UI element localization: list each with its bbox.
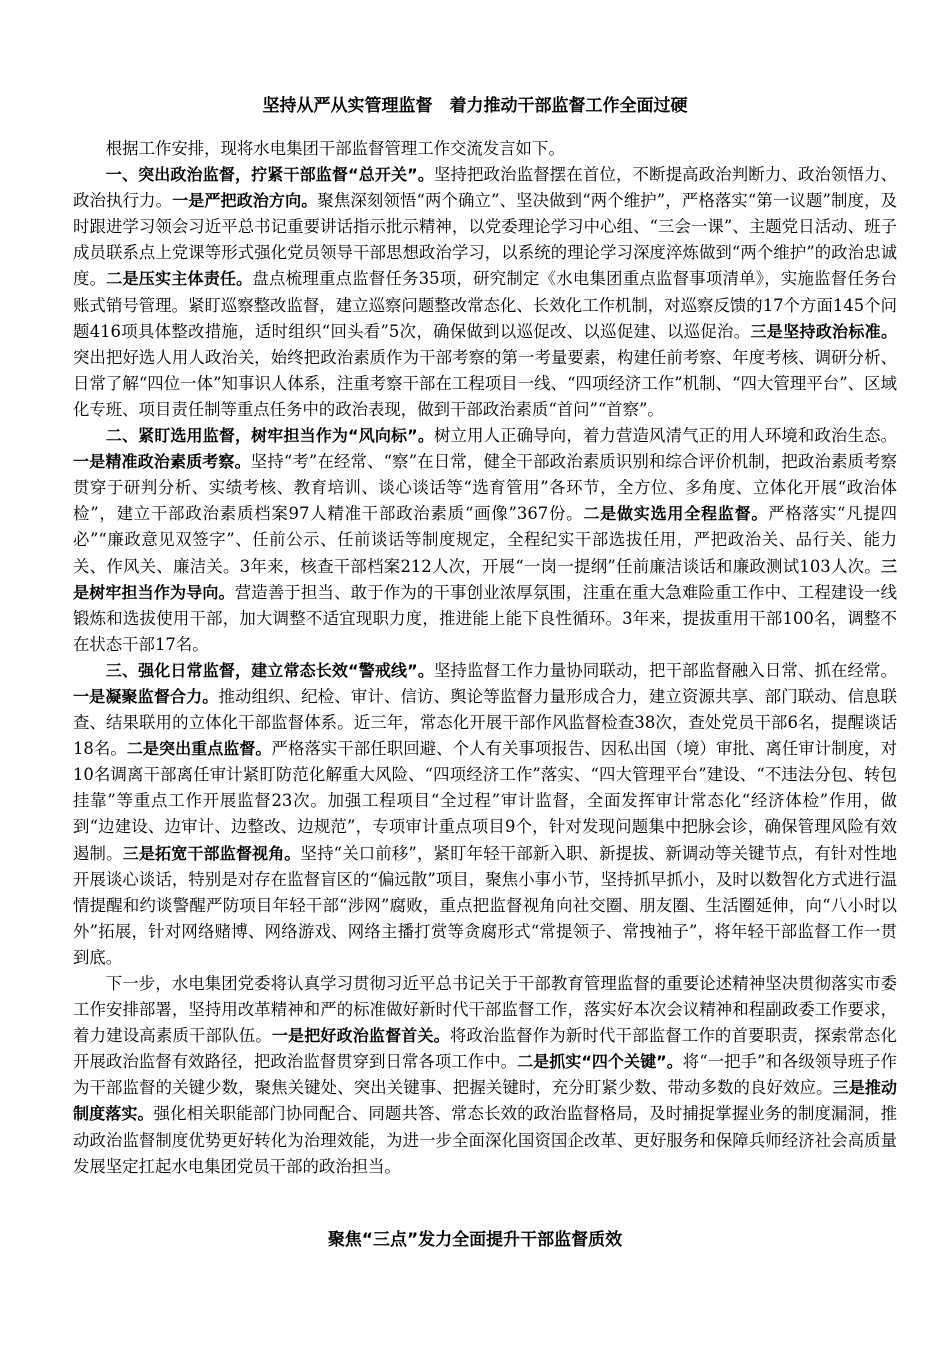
subpoint-heading: 一是凝聚监督合力。 [73,686,219,706]
text-run: 坚持“关口前移”，紧盯年轻干部新入职、新提拔、新调动等关键节点，有针对性地开展谈心谈话，特别是对存在监督盲区的“偏远散”项目，聚焦小事小节，坚持抓早抓小，及时以数智化方式进行温情提醒和约谈警醒严防项目年轻干部“涉网”腐败，重点把监督视角向社交圈、朋友圈、生活圈延伸，向“八小时以外”拓展，针对网络赌博、网络游戏、网络主播打赏等贪腐形式“常提领子、常拽袖子”，将年轻干部监督工作一贯到底。 [73,843,897,967]
subpoint-heading: 一是把好政治监督首关。 [271,1026,450,1046]
subpoint-heading: 三是坚持政治标准。 [750,321,897,341]
next-article-title: 聚焦“三点”发力全面提升干部监督质效 [327,1230,623,1250]
text-run: 根据工作安排，现将水电集团干部监督管理工作交流发言如下。 [105,139,565,158]
document-title: 坚持从严从实管理监督 着力推动干部监督工作全面过硬 [262,96,688,116]
subpoint-heading: 三是拓宽干部监督视角。 [122,843,301,863]
paragraph-next-steps [73,971,897,1180]
subpoint-heading: 三是树牢担当作为导向。 [73,556,897,602]
text-run: 聚焦深刻领悟“两个确立”、坚决做到“两个维护”，严格落实“第一议题”制度，及时跟进学习领会习近平总书记重要讲话指示批示精神，以党委理论学习中心组、“三会一课”、主题党日活动、班子成员联系点上党课等形式强化党员领导干部思想政治学习，以系统的理论学习深度淬炼做到“两个维护”的政治忠诚度。 [73,191,897,289]
text-run: 盘点梳理重点监督任务35项，研究制定《水电集团重点监督事项清单》，实施监督任务台账式销号管理。紧盯巡察整改监督，建立巡察问题整改常态化、长效化工作机制，对巡察反馈的17个方面145个问题416项具体整改措施，适时组织“回头看”5次，确保做到以巡促改、以巡促建、以巡促治。 [73,269,897,341]
subpoint-heading: 一是严把政治方向。 [172,191,318,211]
text-run: 严格落实干部任职回避、个人有关事项报告、因私出国（境）审批、离任审计制度，对10名调离干部离任审计紧盯防范化解重大风险、“四项经济工作”落实、“四大管理平台”建设、“不违法分包、转包挂靠”等重点工作开展监督23次。加强工程项目“全过程”审计监督，全面发挥审计常态化“经济体检”作用，做到“边建设、边审计、边整改、边规范”，专项审计重点项目9个，针对发现问题集中把脉会诊，确保管理风险有效遏制。 [73,739,897,863]
subpoint-heading: 二是抓实“四个关键”。 [517,1052,683,1072]
paragraph-intro [73,136,897,162]
text-run: 突出把好选人用人政治关，始终把政治素质作为干部考察的第一考量要素，构建任前考察、年度考核、调研分析、日常了解“四位一体”知事识人体系，注重考察干部在工程项目一线、“四项经济工作”机制、“四大管理平台”、区域化专班、项目责任制等重点任务中的政治表现，做到干部政治素质“首问”“首察”。 [73,347,897,419]
text-run: 强化相关职能部门协同配合、同题共答、常态长效的政治监督格局，及时捕捉掌握业务的制度漏洞，推动政治监督制度优势更好转化为治理效能，为进一步全面深化国资国企改革、更好服务和保障兵师经济社会高质量发展坚定扛起水电集团党员干部的政治担当。 [73,1104,897,1176]
text-run: 推动组织、纪检、审计、信访、舆论等监督力量形成合力，建立资源共享、部门联动、信息联查、结果联用的立体化干部监督体系。近三年，常态化开展干部作风监督检查38次，查处党员干部6名，提醒谈话18名。 [73,686,897,759]
paragraph-section-1 [73,162,897,423]
paragraph-section-2 [73,423,897,658]
text-run: 坚持把政治监督摆在首位，不断提高政治判断力、政治领悟力、政治执行力。 [73,165,897,211]
text-run: 营造善于担当、敢于作为的干事创业浓厚氛围，注重在重大急难险重工作中、工程建设一线锻炼和选拔使用干部，加大调整不适宜现职力度，推进能上能下良性循环。3年来，提拔重用干部100名，调整不在状态干部17名。 [73,582,897,654]
text-run: 坚持“考”在经常、“察”在日常，健全干部政治素质识别和综合评价机制，把政治素质考察贯穿于研判分析、实绩考核、教育培训、谈心谈话等“选育管用”各环节，全方位、多角度、立体化开展“政治体检”，建立干部政治素质档案97人精准干部政治素质“画像”367份。 [73,452,897,524]
document-body [73,136,897,1180]
subpoint-heading: 二是压实主体责任。 [106,269,253,289]
text-run: 将政治监督作为新时代干部监督工作的首要职责，探索常态化开展政治监督有效路径，把政治监督贯穿到日常各项工作中。 [73,1026,898,1072]
text-run: 将“一把手”和各级领导班子作为干部监督的关键少数，聚焦关键处、突出关键事、把握关键时，充分盯紧少数、带动多数的良好效应。 [73,1052,897,1098]
subpoint-heading: 一是精准政治素质考察。 [73,452,251,472]
subpoint-heading: 二是突出重点监督。 [126,739,272,759]
text-run: 坚持监督工作力量协同联动，把干部监督融入日常、抓在经常。 [434,660,897,680]
paragraph-section-3 [73,658,897,971]
text-run: 树立用人正确导向，着力营造风清气正的用人环境和政治生态。 [434,426,897,446]
text-run: 严格落实“凡提四必”“廉政意见双签字”、任前公示、任前谈话等制度规定，全程纪实干部选拔任用，严把政治关、品行关、能力关、作风关、廉洁关。3年来，核查干部档案212人次，开展“一岗一提纲”任前廉洁谈话和廉政测试103人次。 [73,504,897,576]
section-heading: 三、强化日常监督，建立常态长效“警戒线”。 [105,660,434,680]
subpoint-heading: 三是推动制度落实。 [73,1078,897,1124]
subpoint-heading: 二是做实选用全程监督。 [583,504,769,524]
section-heading: 二、紧盯选用监督，树牢担当作为“风向标”。 [105,426,434,446]
section-heading: 一、突出政治监督，拧紧干部监督“总开关”。 [105,165,434,185]
text-run: 下一步，水电集团党委将认真学习贯彻习近平总书记关于干部教育管理监督的重要论述精神坚决贯彻落实市委工作安排部署，坚持用改革精神和严的标准做好新时代干部监督工作，落实好本次会议精神和程副政委工作要求，着力建设高素质干部队伍。 [73,974,897,1046]
